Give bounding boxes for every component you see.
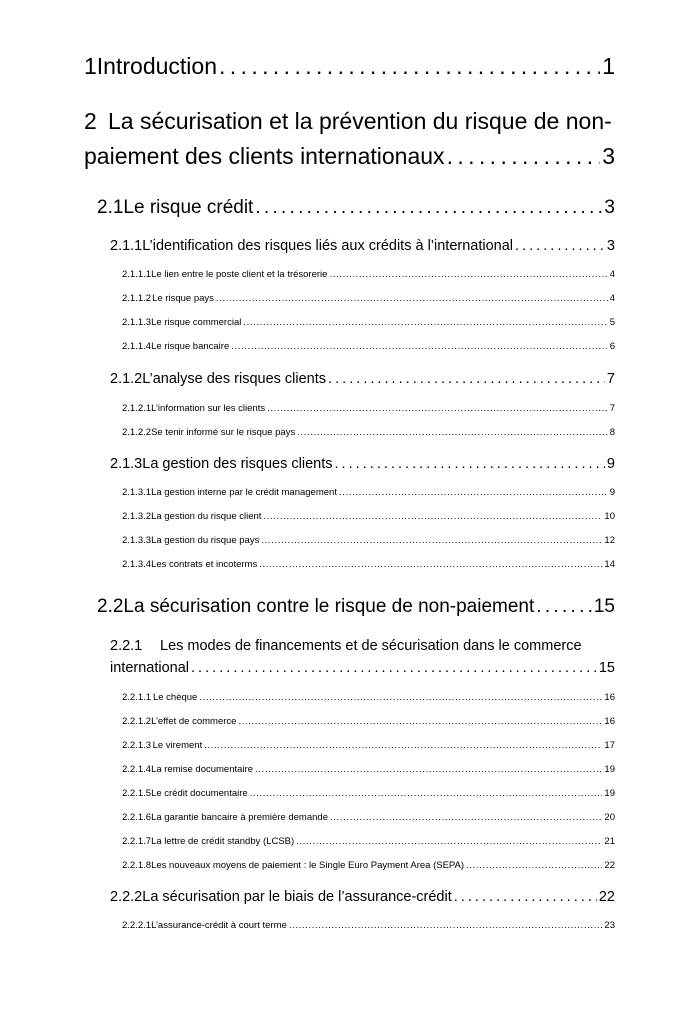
dot-leader bbox=[289, 920, 603, 931]
dot-leader bbox=[255, 764, 602, 775]
toc-number: 2.2.2 bbox=[110, 889, 143, 905]
toc-entry-2-1-1-2[interactable] bbox=[122, 293, 615, 304]
toc-title: Les contrats et incoterms bbox=[151, 559, 258, 570]
toc-number: 2.2.1.3 bbox=[122, 740, 152, 751]
toc-page-number: 4 bbox=[609, 293, 615, 304]
toc-number: 2.1.3.4 bbox=[122, 559, 152, 570]
toc-page-number: 22 bbox=[598, 889, 615, 905]
toc-page-number: 7 bbox=[606, 371, 615, 387]
toc-entry-2-2-1-5[interactable] bbox=[122, 788, 615, 799]
dot-leader bbox=[263, 511, 602, 522]
toc-entry-2-2-1-1[interactable] bbox=[122, 692, 615, 703]
toc-title: L’assurance-crédit à court terme bbox=[151, 920, 287, 931]
toc-title: Le chèque bbox=[152, 692, 198, 703]
toc-number: 2.2.1.1 bbox=[122, 692, 152, 703]
toc-entry-2-2-1-7[interactable] bbox=[122, 836, 615, 847]
toc-number: 2.1.1.1 bbox=[122, 269, 152, 280]
dot-leader bbox=[536, 596, 592, 618]
dot-leader bbox=[250, 788, 603, 799]
dot-leader bbox=[199, 692, 602, 703]
toc-entry-2-1-1-4[interactable] bbox=[122, 341, 615, 352]
dot-leader bbox=[339, 487, 608, 498]
toc-page-number: 20 bbox=[604, 812, 615, 823]
toc-page-number: 16 bbox=[604, 716, 615, 727]
toc-number: 2.2.1.2 bbox=[122, 716, 152, 727]
toc-number: 2.1.3.1 bbox=[122, 487, 152, 498]
toc-page-number: 5 bbox=[609, 317, 615, 328]
toc-title: La gestion interne par le crédit management bbox=[151, 487, 337, 498]
toc-number: 2.1.1.3 bbox=[122, 317, 152, 328]
toc-entry-2-1-2-2[interactable] bbox=[122, 427, 615, 438]
toc-title: Le risque pays bbox=[152, 293, 214, 304]
dot-leader bbox=[243, 317, 607, 328]
toc-number: 2.1.1.4 bbox=[122, 341, 152, 352]
toc-title: L’identification des risques liés aux crédits à l’international bbox=[142, 238, 514, 254]
toc-number: 2.1.3.3 bbox=[122, 535, 152, 546]
dot-leader bbox=[204, 740, 602, 751]
toc-page-number: 4 bbox=[609, 269, 615, 280]
toc-title: La gestion des risques clients bbox=[142, 456, 333, 472]
toc-number: 2.1.1 bbox=[110, 238, 143, 254]
toc-title: Le lien entre le poste client et la trésorerie bbox=[151, 269, 328, 280]
toc-entry-2-2-2[interactable] bbox=[110, 889, 615, 905]
dot-leader bbox=[296, 836, 602, 847]
toc-title-line1: Les modes de financements et de sécurisation dans le commerce bbox=[160, 638, 582, 654]
toc-number: 2.2.2.1 bbox=[122, 920, 152, 931]
dot-leader bbox=[466, 860, 602, 871]
toc-entry-2[interactable] bbox=[84, 143, 615, 170]
toc-number: 2.1.2.1 bbox=[122, 403, 152, 414]
toc-entry-2-line1[interactable] bbox=[84, 108, 615, 135]
toc-page-number: 1 bbox=[602, 53, 615, 79]
toc-title: Se tenir informé sur le risque pays bbox=[151, 427, 296, 438]
dot-leader bbox=[261, 535, 602, 546]
toc-number: 2.1.1.2 bbox=[122, 293, 152, 304]
toc-entry-2-1-1[interactable] bbox=[110, 238, 615, 254]
dot-leader bbox=[330, 812, 602, 823]
toc-page-number: 17 bbox=[604, 740, 615, 751]
toc-number: 2.1 bbox=[97, 197, 124, 218]
toc-entry-2-1-3-3[interactable] bbox=[122, 535, 615, 546]
toc-entry-2-1-3-4[interactable] bbox=[122, 559, 615, 570]
toc-number: 1 bbox=[84, 53, 97, 79]
toc-title: La remise documentaire bbox=[151, 764, 253, 775]
toc-number: 2.1.3.2 bbox=[122, 511, 152, 522]
toc-title: La garantie bancaire à première demande bbox=[151, 812, 328, 823]
dot-leader bbox=[191, 660, 597, 676]
toc-page-number: 21 bbox=[604, 836, 615, 847]
toc-title: Le virement bbox=[152, 740, 203, 751]
toc-entry-2-2-1-line1[interactable] bbox=[110, 638, 582, 654]
toc-title: La lettre de crédit standby (LCSB) bbox=[151, 836, 295, 847]
toc-number: 2.2.1.8 bbox=[122, 860, 152, 871]
toc-title: La gestion du risque client bbox=[151, 511, 262, 522]
toc-page-number: 14 bbox=[604, 559, 615, 570]
toc-title: La sécurisation contre le risque de non-paiement bbox=[123, 596, 535, 617]
toc-page-number: 3 bbox=[604, 197, 615, 218]
toc-page-number: 7 bbox=[609, 403, 615, 414]
dot-leader bbox=[328, 371, 605, 387]
toc-page-number: 12 bbox=[604, 535, 615, 546]
toc-entry-2-1-3[interactable] bbox=[110, 456, 615, 472]
toc-title-line1: La sécurisation et la prévention du risque de non- bbox=[108, 108, 612, 134]
toc-entry-2-2-1-8[interactable] bbox=[122, 860, 615, 871]
toc-number: 2.2.1.7 bbox=[122, 836, 152, 847]
toc-entry-2-1-3-1[interactable] bbox=[122, 487, 615, 498]
toc-entry-2-1-1-3[interactable] bbox=[122, 317, 615, 328]
toc-page-number: 15 bbox=[593, 596, 615, 617]
toc-entry-2-2-1[interactable] bbox=[110, 660, 615, 676]
toc-number: 2.1.2 bbox=[110, 371, 143, 387]
toc-page-number: 19 bbox=[604, 788, 615, 799]
toc-entry-2-1-2-1[interactable] bbox=[122, 403, 615, 414]
toc-entry-2-2[interactable] bbox=[97, 596, 615, 618]
dot-leader bbox=[255, 197, 602, 219]
toc-number: 2.2.1 bbox=[110, 638, 143, 654]
dot-leader bbox=[447, 143, 601, 170]
toc-page-number: 9 bbox=[606, 456, 615, 472]
toc-page-number: 6 bbox=[609, 341, 615, 352]
toc-entry-2-2-1-2[interactable] bbox=[122, 716, 615, 727]
toc-page-number: 8 bbox=[609, 427, 615, 438]
dot-leader bbox=[329, 269, 607, 280]
dot-leader bbox=[238, 716, 602, 727]
dot-leader bbox=[216, 293, 608, 304]
toc-entry-2-1-3-2[interactable] bbox=[122, 511, 615, 522]
toc-entry-1[interactable] bbox=[84, 53, 615, 80]
toc-number: 2.1.3 bbox=[110, 456, 143, 472]
dot-leader bbox=[334, 456, 604, 472]
toc-title: L’effet de commerce bbox=[151, 716, 237, 727]
toc-entry-2-1-2[interactable] bbox=[110, 371, 615, 387]
toc-title: L’analyse des risques clients bbox=[142, 371, 327, 387]
toc-title: Le crédit documentaire bbox=[151, 788, 248, 799]
toc-number: 2.2.1.5 bbox=[122, 788, 152, 799]
toc-page-number: 19 bbox=[604, 764, 615, 775]
dot-leader bbox=[259, 559, 602, 570]
toc-number: 2 bbox=[84, 108, 97, 134]
toc-page-number: 15 bbox=[598, 660, 615, 676]
toc-entry-2-2-1-4[interactable] bbox=[122, 764, 615, 775]
toc-title-line2: paiement des clients internationaux bbox=[84, 143, 445, 169]
toc-entry-2-1[interactable] bbox=[97, 197, 615, 219]
toc-title: Introduction bbox=[96, 53, 217, 79]
toc-title: L’information sur les clients bbox=[151, 403, 266, 414]
toc-number: 2.2.1.6 bbox=[122, 812, 152, 823]
toc-title: La gestion du risque pays bbox=[151, 535, 260, 546]
dot-leader bbox=[267, 403, 608, 414]
toc-title: La sécurisation par le biais de l’assurance-crédit bbox=[142, 889, 452, 905]
toc-number: 2.1.2.2 bbox=[122, 427, 152, 438]
toc-page-number: 3 bbox=[606, 238, 615, 254]
toc-entry-2-2-1-6[interactable] bbox=[122, 812, 615, 823]
toc-page-number: 3 bbox=[602, 143, 615, 169]
dot-leader bbox=[219, 53, 600, 80]
toc-number: 2.2 bbox=[97, 596, 124, 617]
toc-title: Le risque commercial bbox=[151, 317, 242, 328]
toc-entry-2-1-1-1[interactable] bbox=[122, 269, 615, 280]
toc-entry-2-2-1-3[interactable] bbox=[122, 740, 615, 751]
dot-leader bbox=[454, 889, 597, 905]
toc-page-number: 22 bbox=[604, 860, 615, 871]
toc-number: 2.2.1.4 bbox=[122, 764, 152, 775]
toc-title: Le risque bancaire bbox=[151, 341, 230, 352]
toc-title-line2: international bbox=[110, 660, 189, 676]
toc-title: Les nouveaux moyens de paiement : le Single Euro Payment Area (SEPA) bbox=[151, 860, 465, 871]
dot-leader bbox=[297, 427, 607, 438]
dot-leader bbox=[515, 238, 605, 254]
toc-title: Le risque crédit bbox=[123, 197, 254, 218]
dot-leader bbox=[231, 341, 607, 352]
toc-page-number: 16 bbox=[604, 692, 615, 703]
toc-page-number: 23 bbox=[604, 920, 615, 931]
toc-page-number: 9 bbox=[609, 487, 615, 498]
toc-entry-2-2-2-1[interactable] bbox=[122, 920, 615, 931]
toc-page-number: 10 bbox=[604, 511, 615, 522]
